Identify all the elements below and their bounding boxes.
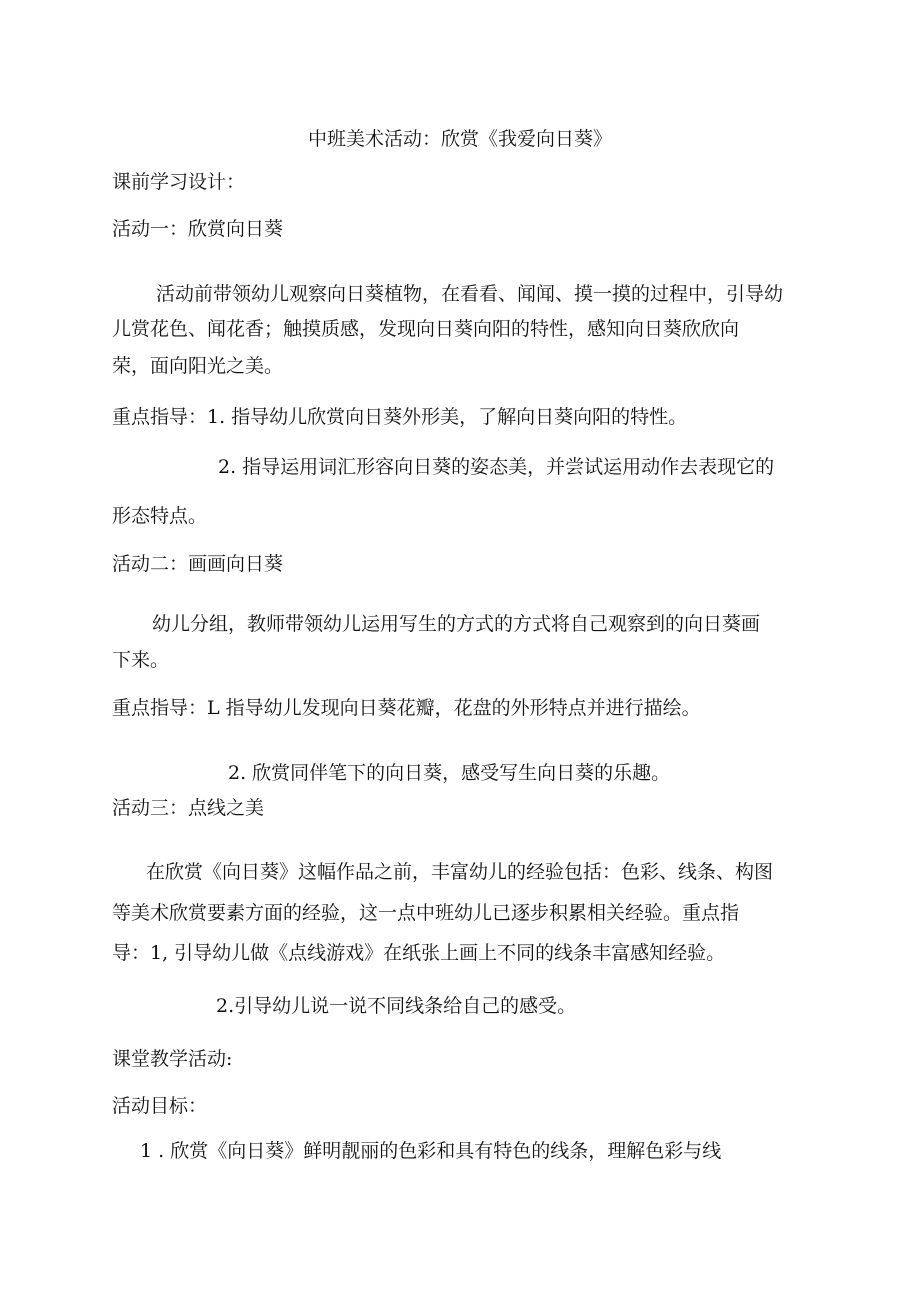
key-guidance-line: 2.引导幼儿说一说不同线条给自己的感受。	[216, 995, 577, 1017]
paragraph-line: 活动前带领幼儿观察向日葵植物，在看看、闻闻、摸一摸的过程中，引导幼	[156, 283, 784, 305]
key-guidance-line: 2. 欣赏同伴笔下的向日葵，感受写生向日葵的乐趣。	[228, 762, 671, 784]
paragraph-line: 导：1, 引导幼儿做《点线游戏》在纸张上画上不同的线条丰富感知经验。	[112, 942, 726, 964]
key-guidance-line: 形态特点。	[112, 505, 208, 527]
section-heading-objectives: 活动目标：	[112, 1095, 208, 1117]
paragraph-line: 下来。	[112, 649, 170, 671]
paragraph-line: 在欣赏《向日葵》这幅作品之前，丰富幼儿的经验包括：色彩、线条、构图	[146, 861, 774, 883]
key-guidance-line: 重点指导：1. 指导幼儿欣赏向日葵外形美，了解向日葵向阳的特性。	[112, 406, 688, 428]
activity-heading-2: 活动二：画画向日葵	[112, 553, 284, 575]
section-heading-pre-class: 课前学习设计：	[112, 171, 246, 193]
paragraph-line: 儿赏花色、闻花香；触摸质感，发现向日葵向阳的特性，感知向日葵欣欣向	[112, 318, 740, 340]
key-guidance-line: 2. 指导运用词汇形容向日葵的姿态美，并尝试运用动作去表现它的	[218, 456, 775, 478]
objective-item: 1 . 欣赏《向日葵》鲜明靓丽的色彩和具有特色的线条，理解色彩与线	[140, 1140, 722, 1162]
activity-heading-1: 活动一：欣赏向日葵	[112, 218, 284, 240]
document-title: 中班美术活动：欣赏《我爱向日葵》	[307, 128, 612, 150]
section-heading-classroom: 课堂教学活动:	[112, 1048, 233, 1070]
paragraph-line: 幼儿分组，教师带领幼儿运用写生的方式的方式将自己观察到的向日葵画	[152, 613, 761, 635]
activity-heading-3: 活动三：点线之美	[112, 797, 265, 819]
key-guidance-line: 重点指导：L 指导幼儿发现向日葵花瓣，花盘的外形特点并进行描绘。	[112, 697, 701, 719]
paragraph-line: 荣，面向阳光之美。	[112, 355, 284, 377]
paragraph-line: 等美术欣赏要素方面的经验，这一点中班幼儿已逐步积累相关经验。重点指	[112, 902, 740, 924]
